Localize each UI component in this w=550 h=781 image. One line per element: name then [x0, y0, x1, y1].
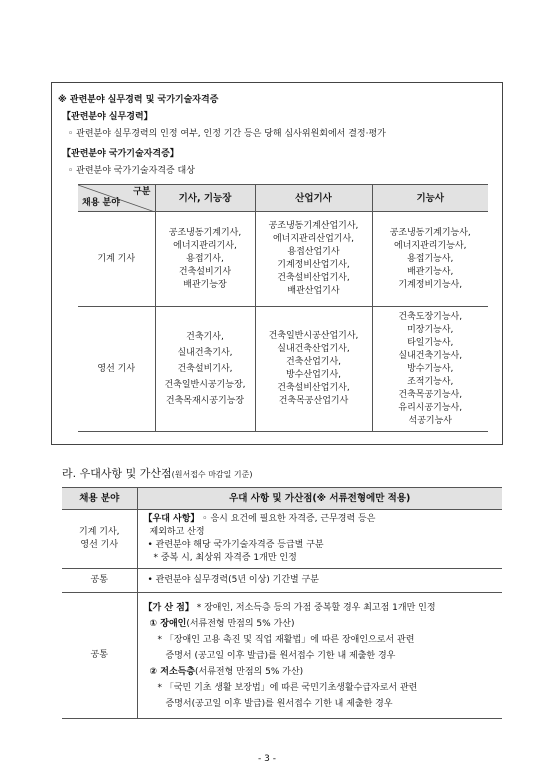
cell-building-col2: 건축일반시공산업기사, 실내건축산업기사, 건축산업기사, 방수산업기사, 건축설비산업기사, 건축목공산업기사 [255, 307, 372, 432]
row-field-building: 영선 기사 [78, 307, 155, 432]
cell-machine-col2: 공조냉동기계산업기사, 에너지관리산업기사, 용접산업기사 기계정비산업기사, 건축설비산업기사, 배관산업기사 [255, 212, 372, 307]
corner-bottom-label: 채용 분야 [82, 198, 120, 208]
experience-text: ◦ 관련분야 실무경력의 인정 여부, 인정 기간 등은 당해 심사위원회에서 결정·평가 [68, 129, 386, 139]
preference-table [62, 487, 502, 719]
header-craftsman: 기능사 [372, 185, 488, 212]
pref-row2-content: • 관련분야 실무경력(5년 이상) 기간별 구분 [137, 569, 502, 593]
certificate-subheading: 【관련분야 국가기술자격증】 [62, 149, 179, 159]
header-engineer: 기사, 기능장 [155, 185, 255, 212]
header-field: 채용 분야 [62, 488, 137, 510]
cell-machine-col1: 공조냉동기계기사, 에너지관리기사, 용접기사, 건축설비기사 배관기능장 [155, 212, 255, 307]
certificate-table [78, 184, 488, 432]
pref-row3-field: 공통 [62, 593, 137, 719]
row-field-machine: 기계 기사 [78, 212, 155, 307]
cell-building-col1: 건축기사, 실내건축기사, 건축설비기사, 건축일반시공기능장, 건축목재시공기능장 [155, 307, 255, 432]
page-number: - 3 - [258, 754, 276, 764]
cell-building-col3: 건축도장기능사, 미장기능사, 타일기능사, 실내건축기능사, 방수기능사, 조적기능사, 건축목공기능사, 유리시공기능사, 석공기능사 [372, 307, 488, 432]
pref-row3-content: 【가 산 점】 * 장애인, 저소득층 등의 가점 중복할 경우 최고점 1개만 인정 ① 장애인(서류전형 만점의 5% 가산) * 「장애인 고용 촉진 및 직업 재활법」에 따른 장애인으로서 관련 증명서 (공고일 이후 발급)를 원서접수 기한 내 제출한 경우 ② 저소득층(서류전형 만점의 5% 가산) * 「국민 기초 생활 보장법」에 따른 국민기초생활수급자로서 관련 증명서(공고일 이후 발급)를 원서접수 기한 내 제출한 경우 [137, 593, 502, 719]
header-industrial-engineer: 산업기사 [255, 185, 372, 212]
header-preference: 우대 사항 및 가산점(※ 서류전형에만 적용) [137, 488, 502, 510]
experience-subheading: 【관련분야 실무경력】 [62, 112, 153, 122]
box-title: ※ 관련분야 실무경력 및 국가기술자격증 [58, 95, 219, 105]
pref-row1-field: 기계 기사, 영선 기사 [62, 510, 137, 569]
cell-machine-col3: 공조냉동기계기능사, 에너지관리기능사, 용접기능사, 배관기능사, 기계정비기능사, [372, 212, 488, 307]
pref-row2-field: 공통 [62, 569, 137, 593]
certificate-text: ◦ 관련분야 국가기술자격증 대상 [68, 166, 195, 176]
pref-row1-content: 【우대 사항】 ◦ 응시 요건에 필요한 자격증, 근무경력 등은 제외하고 산정 • 관련분야 해당 국가기술자격증 등급별 구분 * 중복 시, 최상위 자격증 1개만 인정 [137, 510, 502, 569]
corner-header [78, 185, 155, 212]
section-heading: 라. 우대사항 및 가산점(원서접수 마감일 기준) [62, 467, 253, 480]
corner-top-label: 구분 [133, 187, 151, 197]
